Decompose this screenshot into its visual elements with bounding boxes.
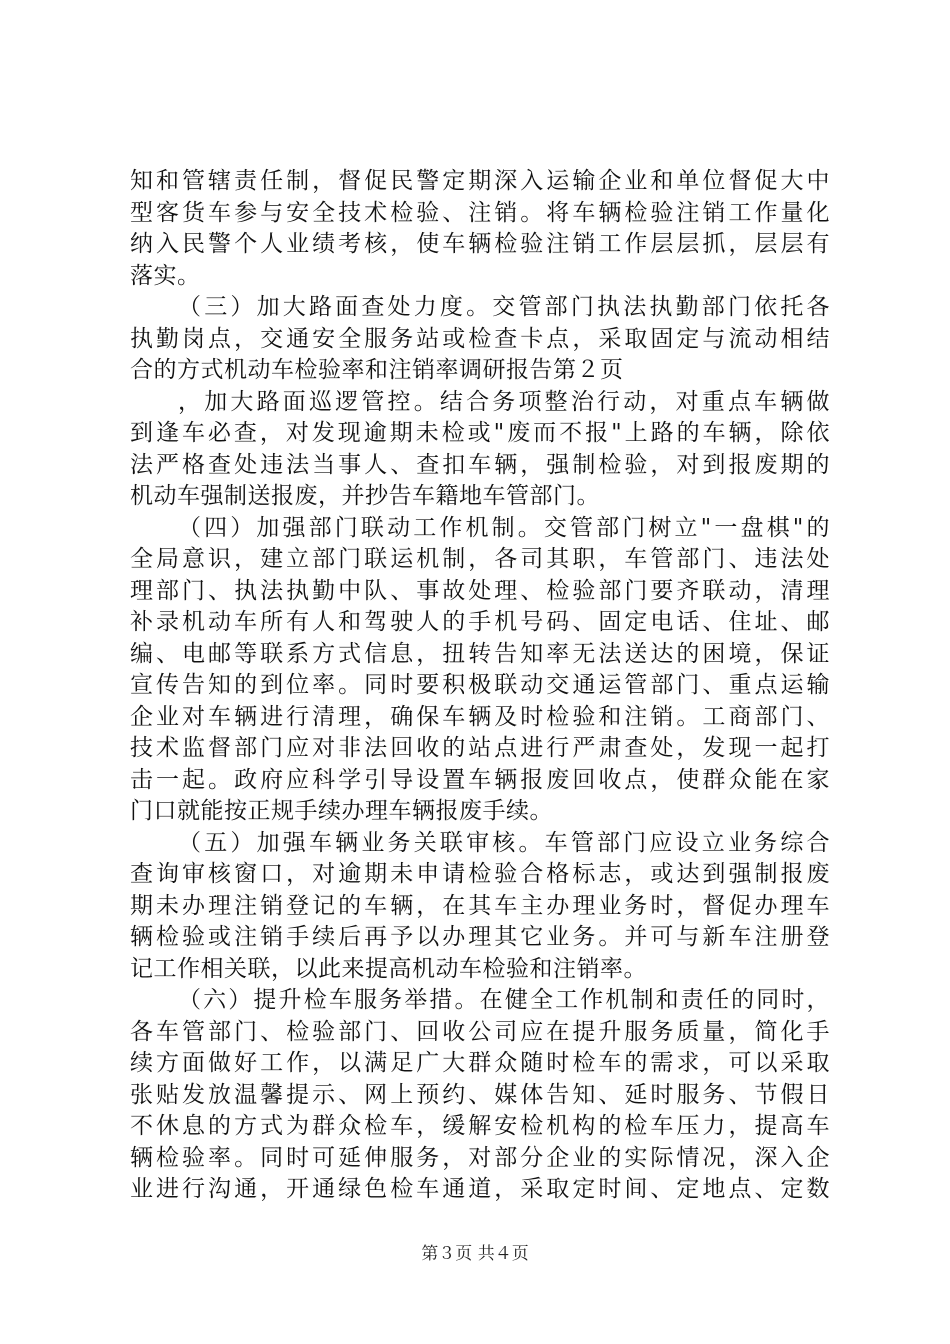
text-line: 法严格查处违法当事人、查扣车辆，强制检验，对到报废期的	[130, 451, 830, 478]
text-line: 合的方式机动车检验率和注销率调研报告第２页	[130, 357, 624, 383]
text-line: 业进行沟通，开通绿色检车通道，采取定时间、定地点、定数	[130, 1176, 830, 1202]
text-line: 机动车强制送报废，并抄告车籍地车管部门。	[130, 483, 600, 509]
paragraph-6-start: （六）提升检车服务举措。在健全工作机制和责任的同时，	[178, 987, 830, 1013]
text-line: 宣传告知的到位率。同时要积极联动交通运管部门、重点运输	[130, 672, 830, 698]
text-line: 张贴发放温馨提示、网上预约、媒体告知、延时服务、节假日	[130, 1081, 830, 1108]
text-line: 型客货车参与安全技术检验、注销。将车辆检验注销工作量化	[130, 199, 830, 226]
text-line: 各车管部门、检验部门、回收公司应在提升服务质量，简化手	[130, 1018, 830, 1045]
text-line: 落实。	[130, 262, 201, 289]
text-line: 理部门、执法执勤中队、事故处理、检验部门要齐联动，清理	[130, 577, 830, 604]
text-line: 到逢车必查，对发现逾期未检或"废而不报"上路的车辆，除依	[130, 420, 830, 446]
text-line: 企业对车辆进行清理，确保车辆及时检验和注销。工商部门、	[130, 703, 830, 730]
text-line: 续方面做好工作，以满足广大群众随时检车的需求，可以采取	[130, 1050, 830, 1076]
text-line: 门口就能按正规手续办理车辆报废手续。	[130, 798, 553, 824]
text-line: 编、电邮等联系方式信息，扭转告知率无法送达的困境，保证	[130, 640, 830, 667]
paragraph-4-start: （四）加强部门联动工作机制。交管部门树立"一盘棋"的	[178, 514, 830, 541]
text-line: 知和管辖责任制，督促民警定期深入运输企业和单位督促大中	[130, 168, 830, 194]
text-line: 击一起。政府应科学引导设置车辆报废回收点，使群众能在家	[130, 766, 830, 793]
text-line: 纳入民警个人业绩考核，使车辆检验注销工作层层抓，层层有	[130, 231, 830, 257]
text-line: 辆检验或注销手续后再予以办理其它业务。并可与新车注册登	[130, 924, 830, 950]
text-line: 期未办理注销登记的车辆，在其车主办理业务时，督促办理车	[130, 892, 830, 919]
text-line: 补录机动车所有人和驾驶人的手机号码、固定电话、住址、邮	[130, 609, 830, 635]
text-line: 辆检验率。同时可延伸服务，对部分企业的实际情况，深入企	[130, 1144, 830, 1171]
page-number-footer: 第３页 共４页	[421, 1244, 529, 1264]
paragraph-5-start: （五）加强车辆业务关联审核。车管部门应设立业务综合	[178, 829, 830, 856]
text-line: 不休息的方式为群众检车，缓解安检机构的检车压力，提高车	[130, 1113, 830, 1139]
text-line: 技术监督部门应对非法回收的站点进行严肃查处，发现一起打	[130, 735, 830, 761]
paragraph-3-start: （三）加大路面查处力度。交管部门执法执勤部门依托各	[178, 294, 830, 320]
text-line: 全局意识，建立部门联运机制，各司其职，车管部门、违法处	[130, 546, 830, 572]
document-body	[130, 166, 830, 1206]
text-line: 记工作相关联，以此来提高机动车检验和注销率。	[130, 955, 647, 982]
text-line: 执勤岗点，交通安全服务站或检查卡点，采取固定与流动相结	[130, 325, 830, 352]
text-line: ，加大路面巡逻管控。结合务项整治行动，对重点车辆做	[178, 388, 830, 415]
text-line: 查询审核窗口，对逾期未申请检验合格标志，或达到强制报废	[130, 861, 830, 887]
